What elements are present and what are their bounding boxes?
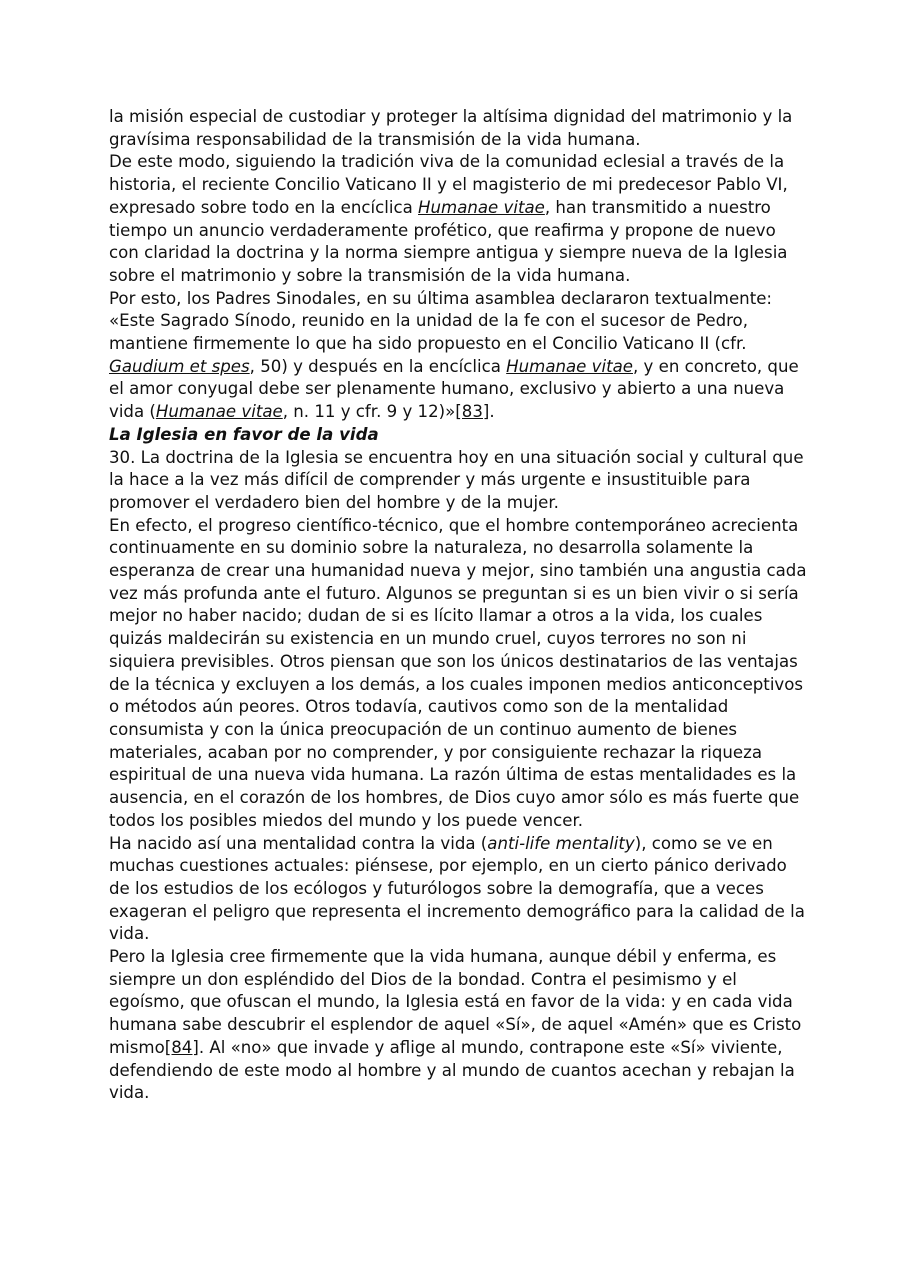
humanae-vitae-link[interactable]: Humanae vitae [155, 402, 283, 422]
humanae-vitae-link[interactable]: Humanae vitae [506, 356, 633, 376]
paragraph-text: , 50) y después en la encíclica [249, 356, 507, 376]
paragraph-text: , han transmitido a nuestro tiempo un anuncio verdaderamente profético, que reafirma y propone de nuevo con claridad la doctrina y la norma siempre antigua y siempre nueva de la Iglesia sobre el matrimonio y sobre la transmisión de la vida humana. [109, 197, 788, 285]
paragraph-iglesia-cree [109, 946, 809, 1105]
paragraph-text: Por esto, los Padres Sinodales, en su última asamblea declararon textualmente: «Este Sagrado Sínodo, reunido en la unidad de la fe con el sucesor de Pedro, mantiene firmemente lo que ha sido propuesto en el Concilio Vaticano II (cfr. [109, 288, 772, 354]
paragraph-text: . [489, 402, 495, 422]
paragraph-mentalidad-contra-vida [109, 833, 809, 947]
section-heading: La Iglesia en favor de la vida [109, 424, 379, 444]
paragraph-text: , n. 11 y cfr. 9 y 12)» [282, 402, 456, 422]
paragraph-30-doctrina [109, 447, 809, 515]
paragraph-text: En efecto, el progreso científico-técnico, que el hombre contemporáneo acrecienta continuamente en su dominio sobre la naturaleza, no desarrolla solamente la esperanza de crear una humanidad nueva y mejor, sino también una angustia cada vez más profunda ante el futuro. Algunos se preguntan si es un bien vivir o si sería mejor no haber nacido; dudan de si es lícito llamar a otros a la vida, los cuales quizás maldecirán su existencia en un mundo cruel, cuyos terrores no son ni siquiera previsibles. Otros piensan que son los únicos destinatarios de las ventajas de la técnica y excluyen a los demás, a los cuales imponen medios anticonceptivos o métodos aún peores. Otros todavía, cautivos como son de la mentalidad consumista y con la única preocupación de un continuo aumento de bienes materiales, acaban por no comprender, y por consiguiente rechazar la riqueza espiritual de una nueva vida humana. La razón última de estas mentalidades es la ausencia, en el corazón de los hombres, de Dios cuyo amor sólo es más fuerte que todos los posibles miedos del mundo y los puede vencer. [109, 515, 807, 830]
gaudium-et-spes-link[interactable]: Gaudium et spes [109, 356, 250, 376]
paragraph-padres-sinodales [109, 288, 809, 424]
paragraph-text: la misión especial de custodiar y proteger la altísima dignidad del matrimonio y la gravísima responsabilidad de la transmisión de la vida humana. [109, 107, 793, 149]
paragraph-text: ), como se ve en muchas cuestiones actuales: piénsese, por ejemplo, en un cierto pánico derivado de los estudios de los ecólogos y futurólogos sobre la demografía, que a veces exageran el peligro que representa el incremento demográfico para la calidad de la vida. [109, 833, 805, 944]
document-body [109, 106, 809, 1105]
footnote-link-84[interactable]: [84] [164, 1037, 199, 1057]
paragraph-matrimonio-mision [109, 106, 809, 151]
paragraph-text: Ha nacido así una mentalidad contra la vida ( [109, 833, 488, 853]
paragraph-text: 30. La doctrina de la Iglesia se encuentra hoy en una situación social y cultural que la hace a la vez más difícil de comprender y más urgente e insustituible para promover el verdadero bien del hombre y de la mujer. [109, 447, 804, 512]
anti-life-mentality-term: anti-life mentality [487, 833, 635, 853]
paragraph-progreso-cientifico [109, 515, 809, 833]
paragraph-tradicion-viva [109, 151, 809, 287]
paragraph-text: Pero la Iglesia cree firmemente que la vida humana, aunque débil y enferma, es siempre un don espléndido del Dios de la bondad. Contra el pesimismo y el egoísmo, que ofuscan el mundo, la Iglesia está en favor de la vida: y en cada vida humana sabe descubrir el esplendor de aquel «Sí», de aquel «Amén» que es Cristo mismo [109, 947, 802, 1057]
paragraph-text: . Al «no» que invade y aflige al mundo, contrapone este «Sí» viviente, defendiendo de este modo al hombre y al mundo de cuantos acechan y rebajan la vida. [109, 1037, 795, 1103]
paragraph-text: De este modo, siguiendo la tradición viva de la comunidad eclesial a través de la historia, el reciente Concilio Vaticano II y el magisterio de mi predecesor Pablo VI, expresado sobre todo en la encíclica [109, 152, 788, 217]
humanae-vitae-link[interactable]: Humanae vitae [418, 197, 545, 217]
paragraph-text: , y en concreto, que el amor conyugal debe ser plenamente humano, exclusivo y abierto a una nueva vida ( [109, 356, 799, 422]
footnote-link-83[interactable]: [83] [455, 402, 490, 422]
